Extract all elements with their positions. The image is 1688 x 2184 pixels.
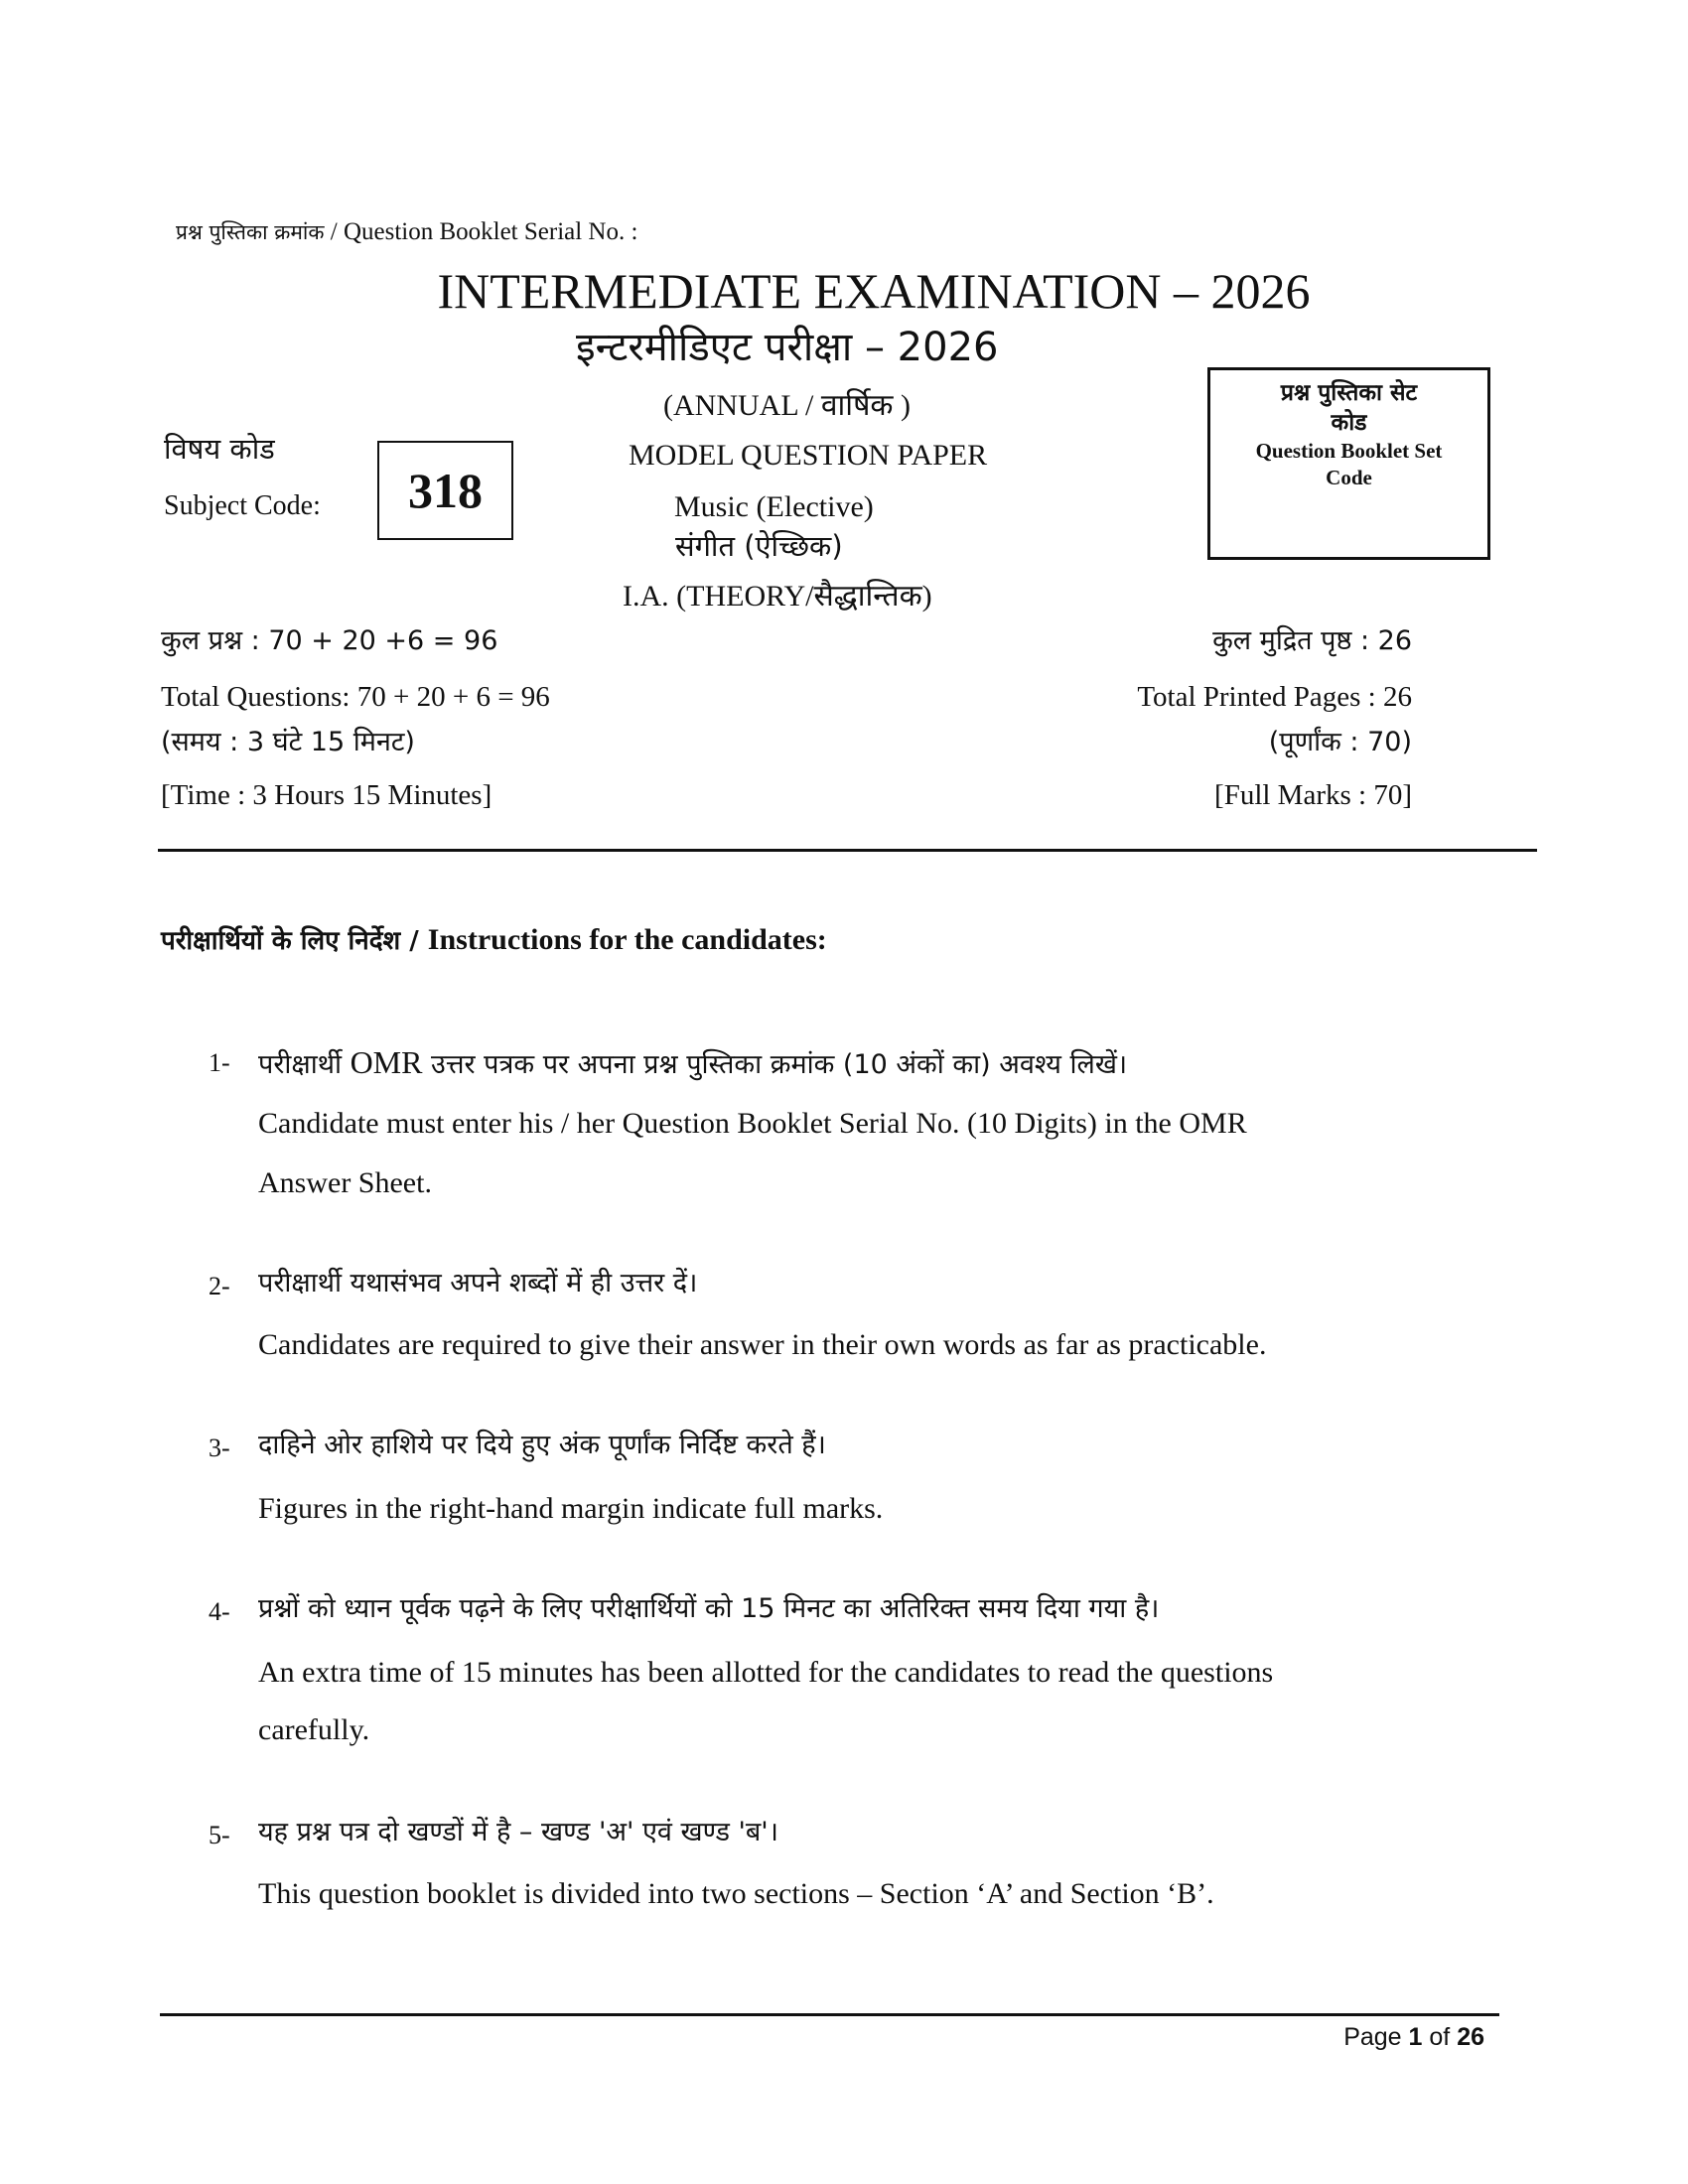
exam-title-hindi: इन्टरमीडिएट परीक्षा – 2026: [576, 325, 999, 370]
instruction-number: 5-: [209, 1821, 230, 1849]
omr-term: OMR: [350, 1044, 423, 1080]
serial-label-separator: /: [324, 218, 344, 245]
total-questions-hindi: कुल प्रश्न : 70 + 20 +6 = 96: [161, 625, 498, 656]
instruction-english: An extra time of 15 minutes has been allotted for the candidates to read the questions: [258, 1656, 1274, 1689]
instruction-hindi: [258, 1046, 1127, 1078]
instruction-number: 1-: [209, 1048, 230, 1077]
instruction-hindi-part: परीक्षार्थी: [258, 1049, 351, 1080]
instruction-hindi: दाहिने ओर हाशिये पर दिये हुए अंक पूर्णांक निर्दिष्ट करते हैं।: [258, 1430, 826, 1460]
instruction-hindi: यह प्रश्न पत्र दो खण्डों में है – खण्ड 'अ' एवं खण्ड 'ब'।: [258, 1817, 778, 1847]
time-hindi: (समय : 3 घंटे 15 मिनट): [161, 727, 415, 757]
instructions-heading-english: Instructions for the candidates:: [427, 923, 827, 956]
total-questions-english: Total Questions: 70 + 20 + 6 = 96: [161, 681, 550, 713]
instruction-hindi-part: उत्तर पत्रक पर अपना प्रश्न पुस्तिका क्रमांक (10 अंकों का) अवश्य लिखें।: [422, 1049, 1128, 1080]
set-code-label-hindi-1: प्रश्न पुस्तिका सेट: [1280, 380, 1418, 406]
header-divider: [158, 849, 1537, 852]
instruction-hindi: प्रश्नों को ध्यान पूर्वक पढ़ने के लिए परीक्षार्थियों को 15 मिनट का अतिरिक्त समय दिया गया है।: [258, 1593, 1160, 1624]
full-marks-english: [Full Marks : 70]: [1214, 779, 1412, 811]
subject-name-hindi: संगीत (ऐच्छिक): [675, 529, 843, 563]
subject-code-box: [377, 441, 513, 540]
instruction-number: 4-: [209, 1597, 230, 1626]
instruction-number: 3-: [209, 1433, 230, 1462]
subject-code-label-hindi: विषय कोड: [164, 432, 275, 466]
instruction-english-continued: Answer Sheet.: [258, 1166, 432, 1199]
paper-type: MODEL QUESTION PAPER: [629, 439, 988, 472]
stream-category: I.A. (THEORY/सैद्धान्तिक): [623, 580, 932, 613]
serial-label-english: Question Booklet Serial No. :: [343, 218, 638, 245]
instructions-heading-hindi: परीक्षार्थियों के लिए निर्देश /: [161, 926, 428, 956]
subject-code-value: 318: [408, 463, 483, 518]
page-word: Page: [1343, 2023, 1409, 2051]
set-code-label-hindi-2: कोड: [1331, 410, 1367, 436]
instructions-heading: [161, 925, 827, 955]
instruction-english-continued: carefully.: [258, 1713, 370, 1746]
booklet-serial-label: [176, 219, 637, 244]
subject-code-label-english: Subject Code:: [164, 490, 321, 521]
instruction-english: This question booklet is divided into two sections – Section ‘A’ and Section ‘B’.: [258, 1877, 1214, 1910]
instruction-english: Figures in the right-hand margin indicate full marks.: [258, 1492, 884, 1525]
total-pages: 26: [1457, 2023, 1484, 2051]
time-english: [Time : 3 Hours 15 Minutes]: [161, 779, 492, 811]
printed-pages-english: Total Printed Pages : 26: [1137, 681, 1412, 713]
current-page: 1: [1408, 2023, 1423, 2051]
printed-pages-hindi: कुल मुद्रित पृष्ठ : 26: [1212, 625, 1412, 656]
instruction-english: Candidate must enter his / her Question Booklet Serial No. (10 Digits) in the OMR: [258, 1107, 1247, 1140]
instruction-english: Candidates are required to give their answer in their own words as far as practicable.: [258, 1328, 1267, 1361]
page-number: [1343, 2025, 1484, 2050]
footer-divider: [160, 2013, 1499, 2016]
of-word: of: [1422, 2023, 1458, 2051]
instruction-hindi: परीक्षार्थी यथासंभव अपने शब्दों में ही उत्तर दें।: [258, 1268, 698, 1298]
subject-name-english: Music (Elective): [674, 490, 874, 523]
exam-title-english: INTERMEDIATE EXAMINATION – 2026: [437, 263, 1311, 319]
set-code-label-english-2: Code: [1326, 466, 1372, 489]
full-marks-hindi: (पूर्णांक : 70): [1268, 727, 1412, 757]
instruction-number: 2-: [209, 1272, 230, 1300]
booklet-set-code-box: [1207, 367, 1490, 560]
exam-type-annual: (ANNUAL / वार्षिक ): [663, 389, 911, 422]
set-code-label-english-1: Question Booklet Set: [1255, 439, 1443, 463]
serial-label-hindi: प्रश्न पुस्तिका क्रमांक: [176, 220, 325, 244]
